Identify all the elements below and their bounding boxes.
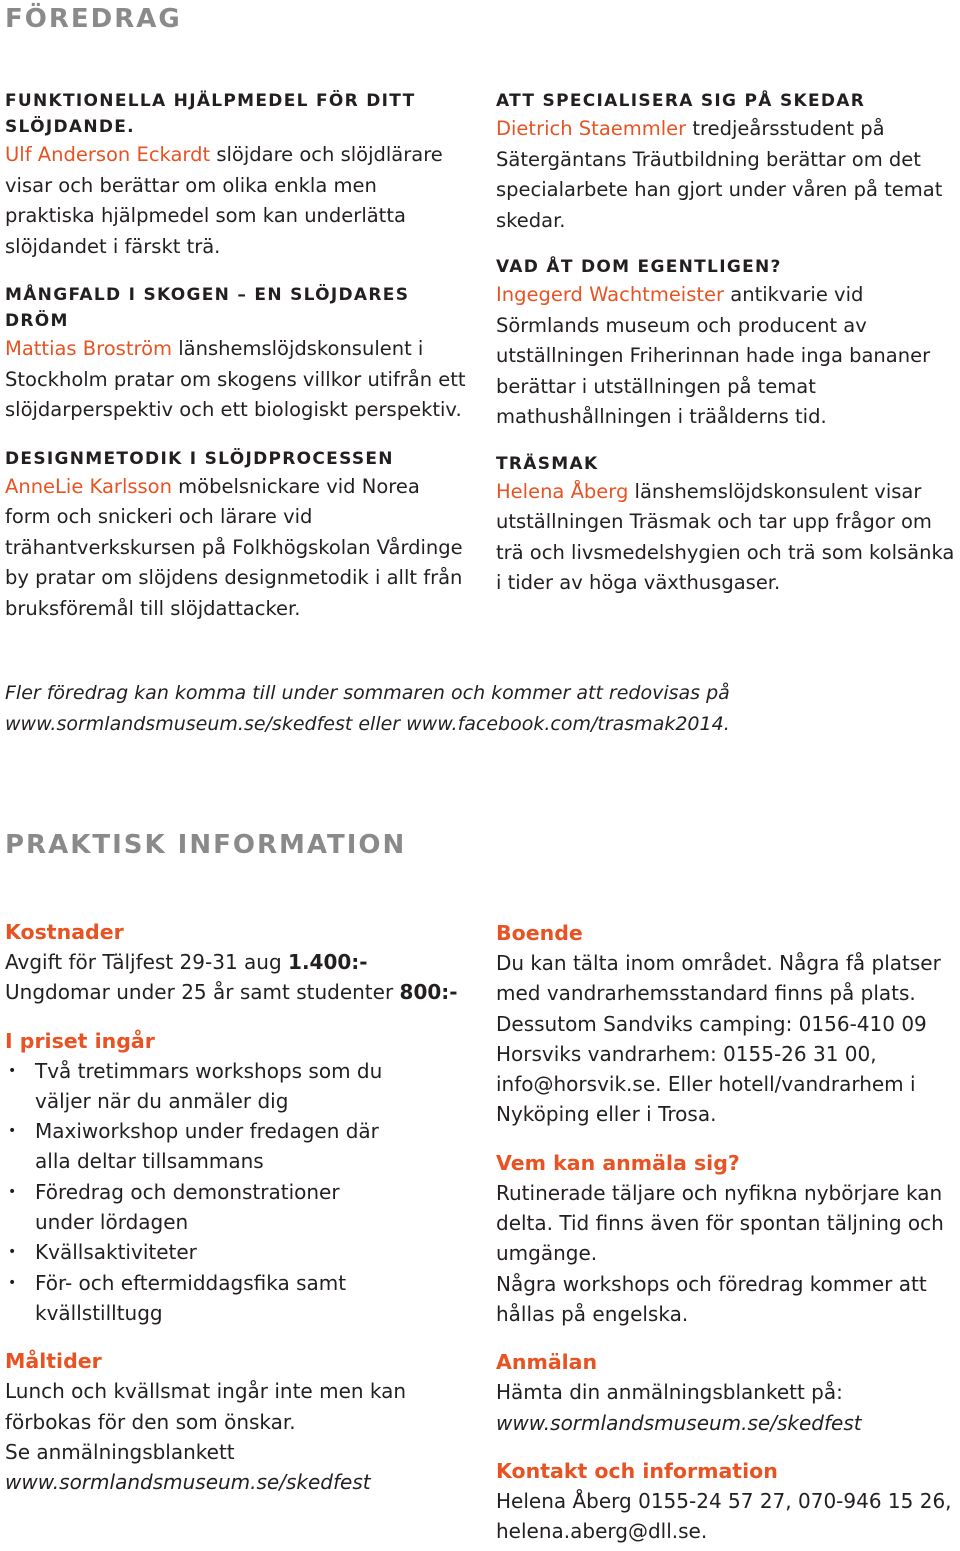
talk-item: [5, 282, 467, 426]
talk-heading: FUNKTIONELLA HJÄLPMEDEL FÖR DITT SLÖJDANDE.: [5, 91, 416, 137]
kontakt-body: Helena Åberg 0155-24 57 27, 070-946 15 26, helena.aberg@dll.se.: [496, 1488, 952, 1544]
talk-item: [5, 446, 467, 625]
talk-item: [5, 88, 467, 262]
kontakt-heading: Kontakt och information: [496, 1458, 778, 1483]
maltider-line: Se anmälningsblankett: [5, 1439, 235, 1464]
talk-body: [5, 140, 467, 262]
anmalan-link[interactable]: www.sormlandsmuseum.se/skedfest: [496, 1410, 862, 1435]
talk-heading: DESIGNMETODIK I SLÖJDPROCESSEN: [5, 448, 394, 469]
talk-body: [5, 472, 467, 625]
list-item: • Kvällsaktiviteter: [5, 1237, 405, 1267]
info-left-column: [5, 917, 475, 1497]
vem-body: Rutinerade täljare och nyfikna nybörjare kan delta. Tid finns även för spontan täljning och umgänge.: [496, 1180, 944, 1266]
speaker-name: Dietrich Staemmler: [496, 117, 687, 140]
list-item: • Maxiworkshop under fredagen där alla deltar tillsammans: [5, 1116, 405, 1177]
list-item: • Föredrag och demonstrationer under lördagen: [5, 1177, 375, 1238]
price-line-fee: [5, 947, 475, 977]
talk-body: [496, 114, 956, 236]
anmalan-body: Hämta din anmälningsblankett på:: [496, 1380, 843, 1405]
talk-heading: ATT SPECIALISERA SIG PÅ SKEDAR: [496, 91, 866, 111]
vem-body-english: Några workshops och föredrag kommer att hållas på engelska.: [496, 1271, 927, 1326]
maltider-heading: Måltider: [5, 1349, 102, 1374]
more-talks-note: Fler föredrag kan komma till under sommaren och kommer att redovisas på www.sormlandsmuseum.se/skedfest eller www.facebook.com/trasmak2014.: [5, 682, 730, 735]
kostnader-heading: Kostnader: [5, 920, 124, 944]
priset-heading: I priset ingår: [5, 1028, 155, 1053]
talk-body: [496, 280, 956, 433]
talk-body: [496, 477, 956, 599]
talk-body: [5, 334, 467, 426]
talk-item: [496, 451, 956, 599]
left-talks: [5, 88, 467, 624]
anmalan-heading: Anmälan: [496, 1350, 598, 1375]
talk-text: antikvarie vid Sörmlands museum och producent av utställningen Friherinnan hade inga bananer berättar i utställningen på temat mathushållningen i träålderns tid.: [496, 283, 931, 428]
section-title-praktisk-information: PRAKTISK INFORMATION: [5, 830, 407, 860]
speaker-name: Mattias Broström: [5, 337, 173, 360]
speaker-name: Ulf Anderson Eckardt: [5, 143, 211, 166]
talk-text: länshemslöjdskonsulent i Stockholm pratar om skogens villkor utifrån ett slöjdarperspektiv och ett biologiskt perspektiv.: [5, 337, 466, 421]
boende-body: Du kan tälta inom området. Några få platser med vandrarhemsstandard finns på plats. Dessutom Sandviks camping: 0156-410 09 Horsviks vandrarhem: 0155-26 31 00, info@horsvik.se. Eller hotell/vandrarhem i Nyköping eller i Trosa.: [496, 951, 941, 1127]
talk-item: [496, 88, 956, 236]
speaker-name: AnneLie Karlsson: [5, 474, 172, 498]
included-list: [5, 1056, 405, 1329]
vem-heading: Vem kan anmäla sig?: [496, 1150, 740, 1175]
right-talks: [496, 88, 956, 599]
maltider-link[interactable]: www.sormlandsmuseum.se/skedfest: [5, 1470, 371, 1495]
talk-item: [496, 254, 956, 433]
price-value: 1.400:-: [288, 950, 368, 974]
price-line-youth: [5, 977, 475, 1007]
speaker-name: Helena Åberg: [496, 479, 629, 503]
price-label: Ungdomar under 25 år samt studenter: [5, 980, 400, 1005]
talk-heading: MÅNGFALD I SKOGEN – EN SLÖJDARES DRÖM: [5, 285, 410, 331]
talk-text: möbelsnickare vid Norea form och snickeri och lärare vid trähantverkskursen på Folkhögskolan Vårdinge by pratar om slöjdens designmetodik i allt från bruksföremål till slöjdattacker.: [5, 474, 463, 620]
price-label: Avgift för Täljfest 29-31 aug: [5, 950, 289, 974]
talk-text: slöjdare och slöjdlärare visar och berättar om olika enkla men praktiska hjälpmedel som kan underlätta slöjdandet i färskt trä.: [5, 143, 443, 258]
speaker-name: Ingegerd Wachtmeister: [496, 283, 725, 306]
talk-heading: TRÄSMAK: [496, 453, 599, 474]
list-item: • Två tretimmars workshops som du väljer när du anmäler dig: [5, 1056, 405, 1117]
list-item: • För- och eftermiddagsfika samt kvällstilltugg: [5, 1268, 375, 1329]
talk-heading: VAD ÅT DOM EGENTLIGEN?: [496, 257, 782, 277]
maltider-body: Lunch och kvällsmat ingår inte men kan förbokas för den som önskar.: [5, 1379, 407, 1434]
talk-text: länshemslöjdskonsulent visar utställningen Träsmak och tar upp frågor om trä och livsmedelshygien och trä som kolsänka i tider av höga växthusgaser.: [496, 479, 955, 594]
talk-text: tredjeårsstudent på Sätergäntans Träutbildning berättar om det specialarbete han gjort under våren på temat skedar.: [496, 117, 943, 232]
section-title-foredrag: FÖREDRAG: [5, 4, 182, 34]
boende-heading: Boende: [496, 921, 583, 945]
price-value: 800:-: [399, 980, 458, 1005]
info-right-column: [496, 918, 956, 1546]
